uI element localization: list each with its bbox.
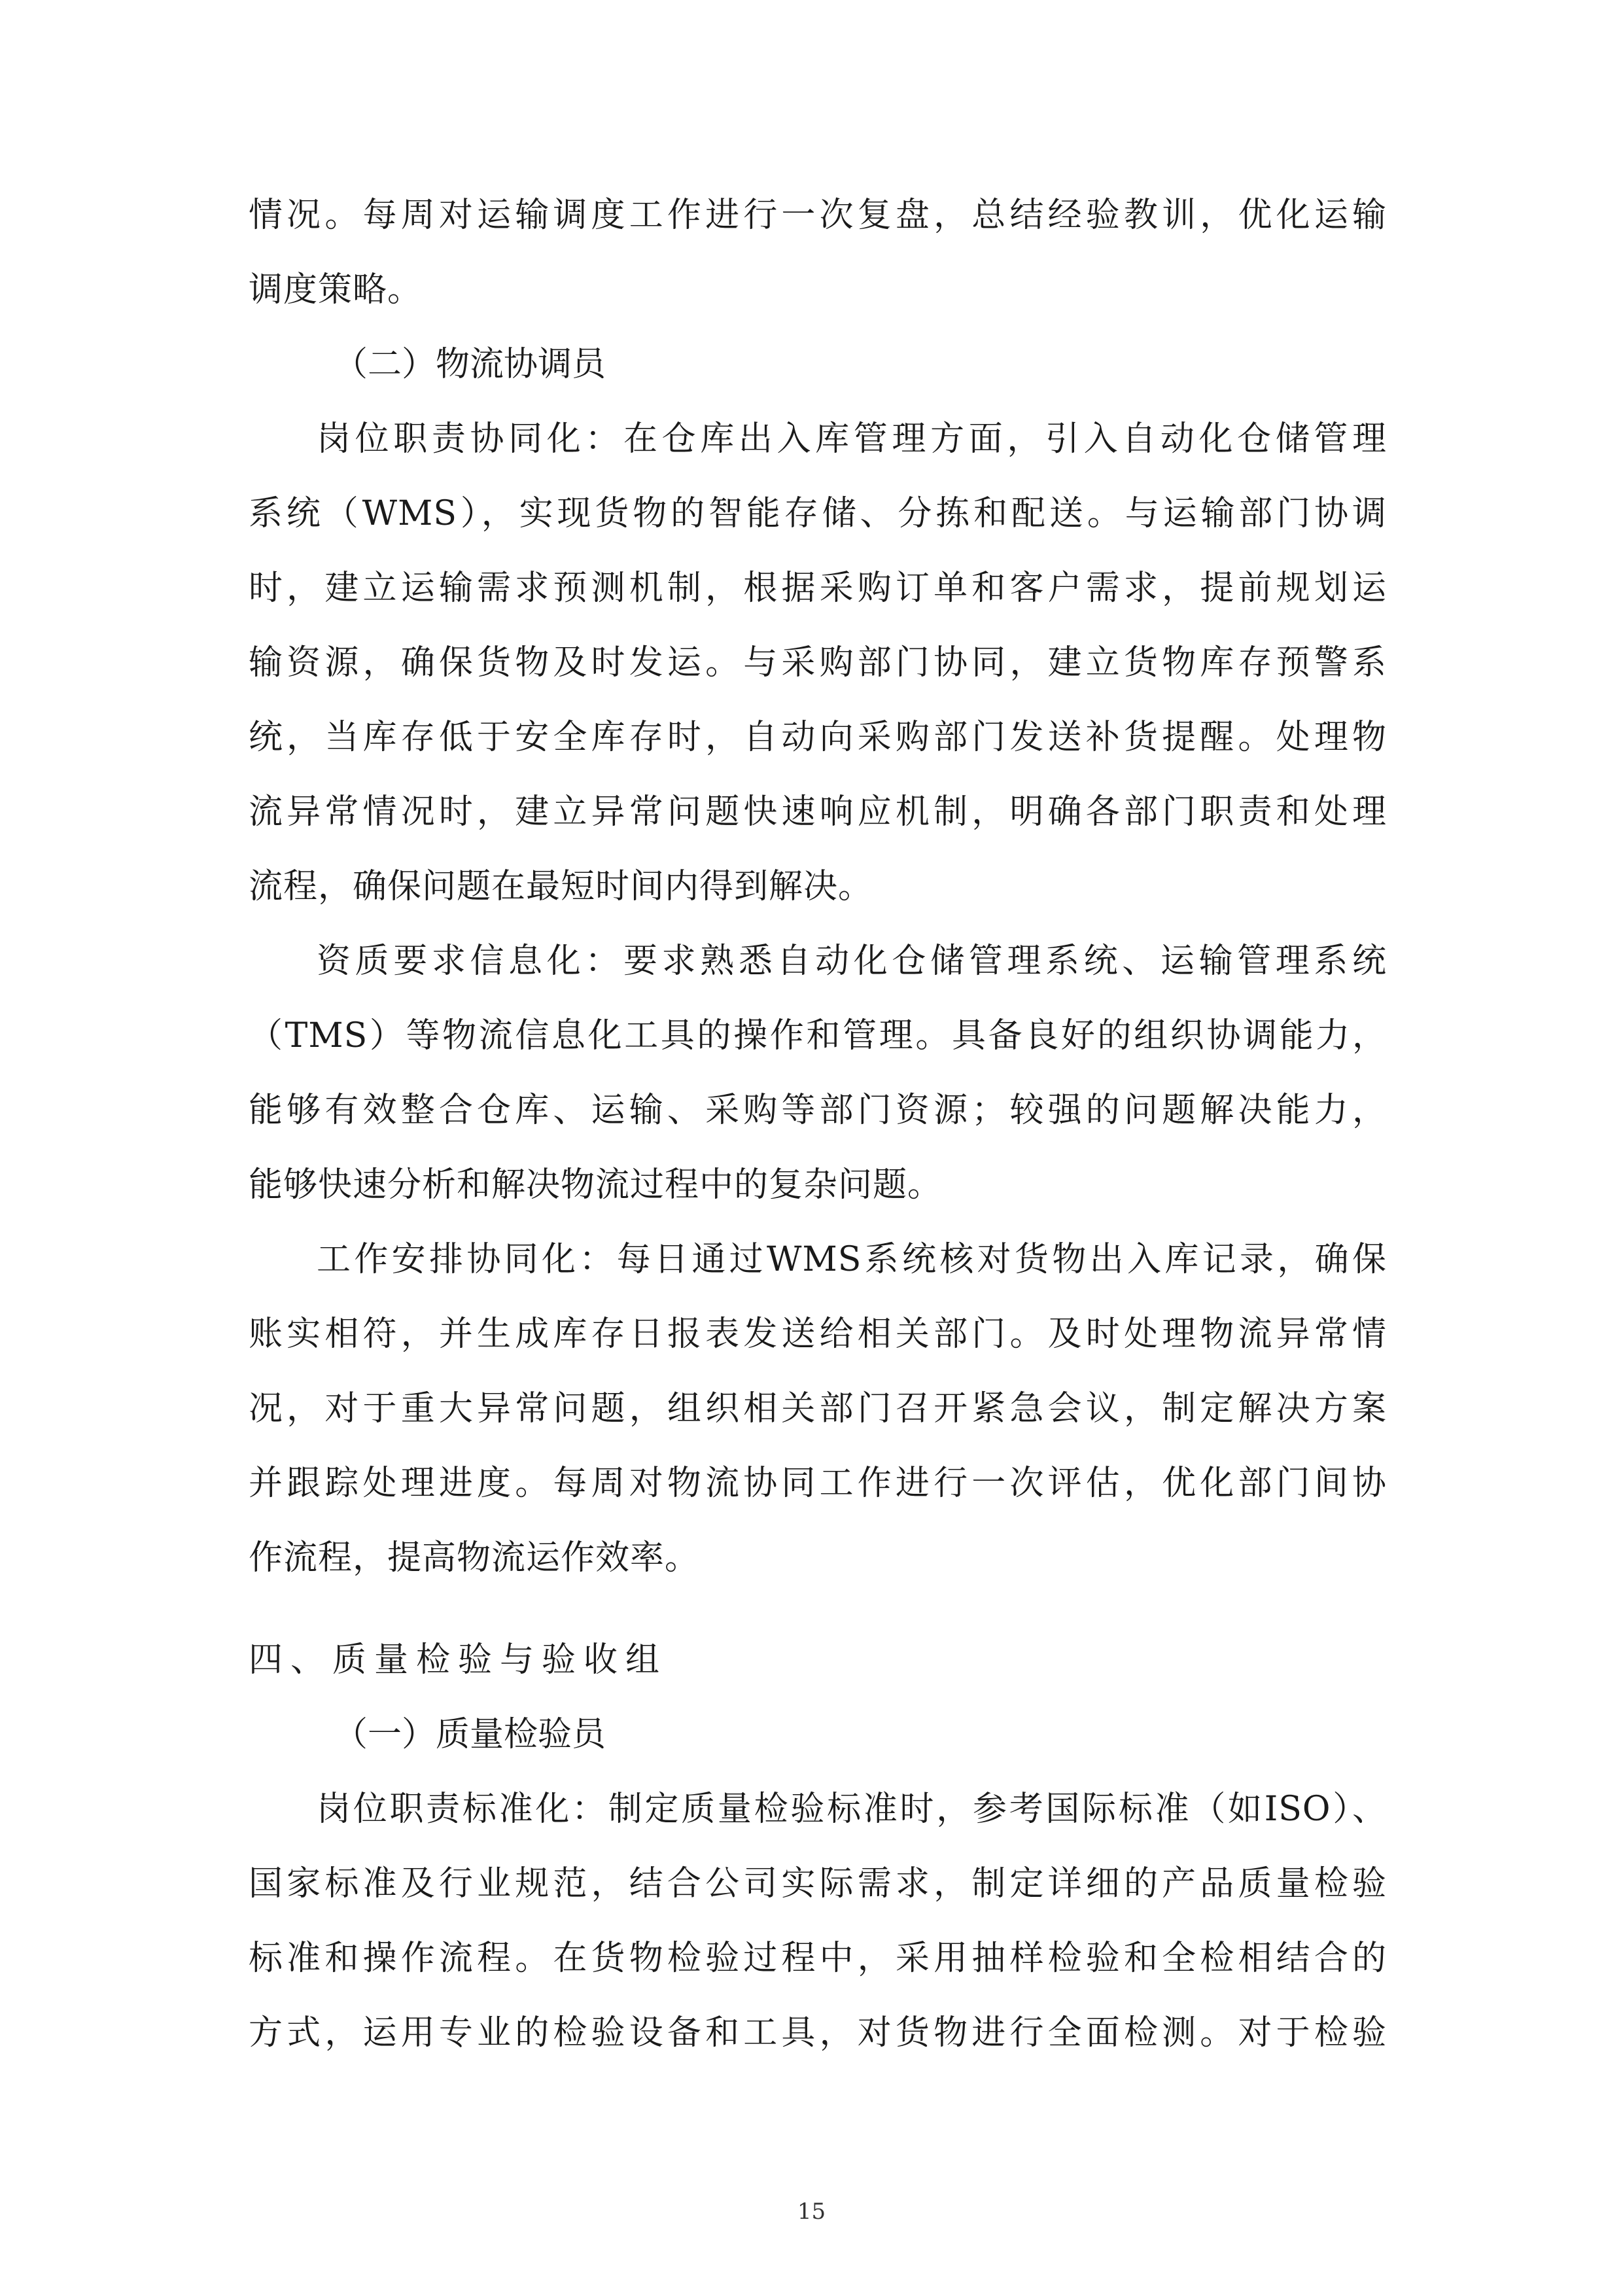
paragraph-line: 能够快速分析和解决物流过程中的复杂问题。 bbox=[249, 1165, 943, 1205]
paragraph-line: 工作安排协同化：每日通过WMS系统核对货物出入库记录，确保 bbox=[317, 1240, 1387, 1279]
paragraph-line: 资质要求信息化：要求熟悉自动化仓储管理系统、运输管理系统 bbox=[317, 942, 1387, 981]
paragraph-line: 况，对于重大异常问题，组织相关部门召开紧急会议，制定解决方案 bbox=[249, 1389, 1387, 1428]
paragraph-line: 调度策略。 bbox=[249, 270, 423, 309]
subsection-heading-quality-inspector: （一）质量检验员 bbox=[334, 1715, 606, 1754]
paragraph-line: 系统（WMS），实现货物的智能存储、分拣和配送。与运输部门协调 bbox=[249, 494, 1387, 533]
page-number: 15 bbox=[797, 2199, 826, 2225]
paragraph-line: 时，建立运输需求预测机制，根据采购订单和客户需求，提前规划运 bbox=[249, 569, 1387, 608]
paragraph-line: 岗位职责协同化：在仓库出入库管理方面，引入自动化仓储管理 bbox=[317, 419, 1387, 459]
paragraph-line: （TMS）等物流信息化工具的操作和管理。具备良好的组织协调能力， bbox=[249, 1016, 1387, 1055]
paragraph-line: 账实相符，并生成库存日报表发送给相关部门。及时处理物流异常情 bbox=[249, 1315, 1387, 1354]
paragraph-line: 情况。每周对运输调度工作进行一次复盘，总结经验教训，优化运输 bbox=[249, 196, 1387, 235]
paragraph-line: 流异常情况时，建立异常问题快速响应机制，明确各部门职责和处理 bbox=[249, 792, 1387, 832]
paragraph-line: 统，当库存低于安全库存时，自动向采购部门发送补货提醒。处理物 bbox=[249, 718, 1387, 757]
subsection-heading-logistics-coordinator: （二）物流协调员 bbox=[334, 345, 606, 384]
section-heading-quality-inspection: 四、质量检验与验收组 bbox=[249, 1640, 668, 1680]
section-spacer bbox=[249, 1595, 1387, 1623]
paragraph-line: 作流程，提高物流运作效率。 bbox=[249, 1538, 700, 1578]
paragraph-line: 国家标准及行业规范，结合公司实际需求，制定详细的产品质量检验 bbox=[249, 1864, 1387, 1903]
paragraph-line: 流程，确保问题在最短时间内得到解决。 bbox=[249, 867, 873, 906]
document-body bbox=[249, 178, 1387, 2070]
paragraph-line: 并跟踪处理进度。每周对物流协同工作进行一次评估，优化部门间协 bbox=[249, 1464, 1387, 1503]
paragraph-line: 标准和操作流程。在货物检验过程中，采用抽样检验和全检相结合的 bbox=[249, 1939, 1387, 1978]
paragraph-line: 输资源，确保货物及时发运。与采购部门协同，建立货物库存预警系 bbox=[249, 643, 1387, 682]
paragraph-line: 岗位职责标准化：制定质量检验标准时，参考国际标准（如ISO）、 bbox=[317, 1790, 1387, 1829]
paragraph-line: 能够有效整合仓库、运输、采购等部门资源；较强的问题解决能力， bbox=[249, 1091, 1387, 1130]
paragraph-line: 方式，运用专业的检验设备和工具，对货物进行全面检测。对于检验 bbox=[249, 2013, 1387, 2053]
